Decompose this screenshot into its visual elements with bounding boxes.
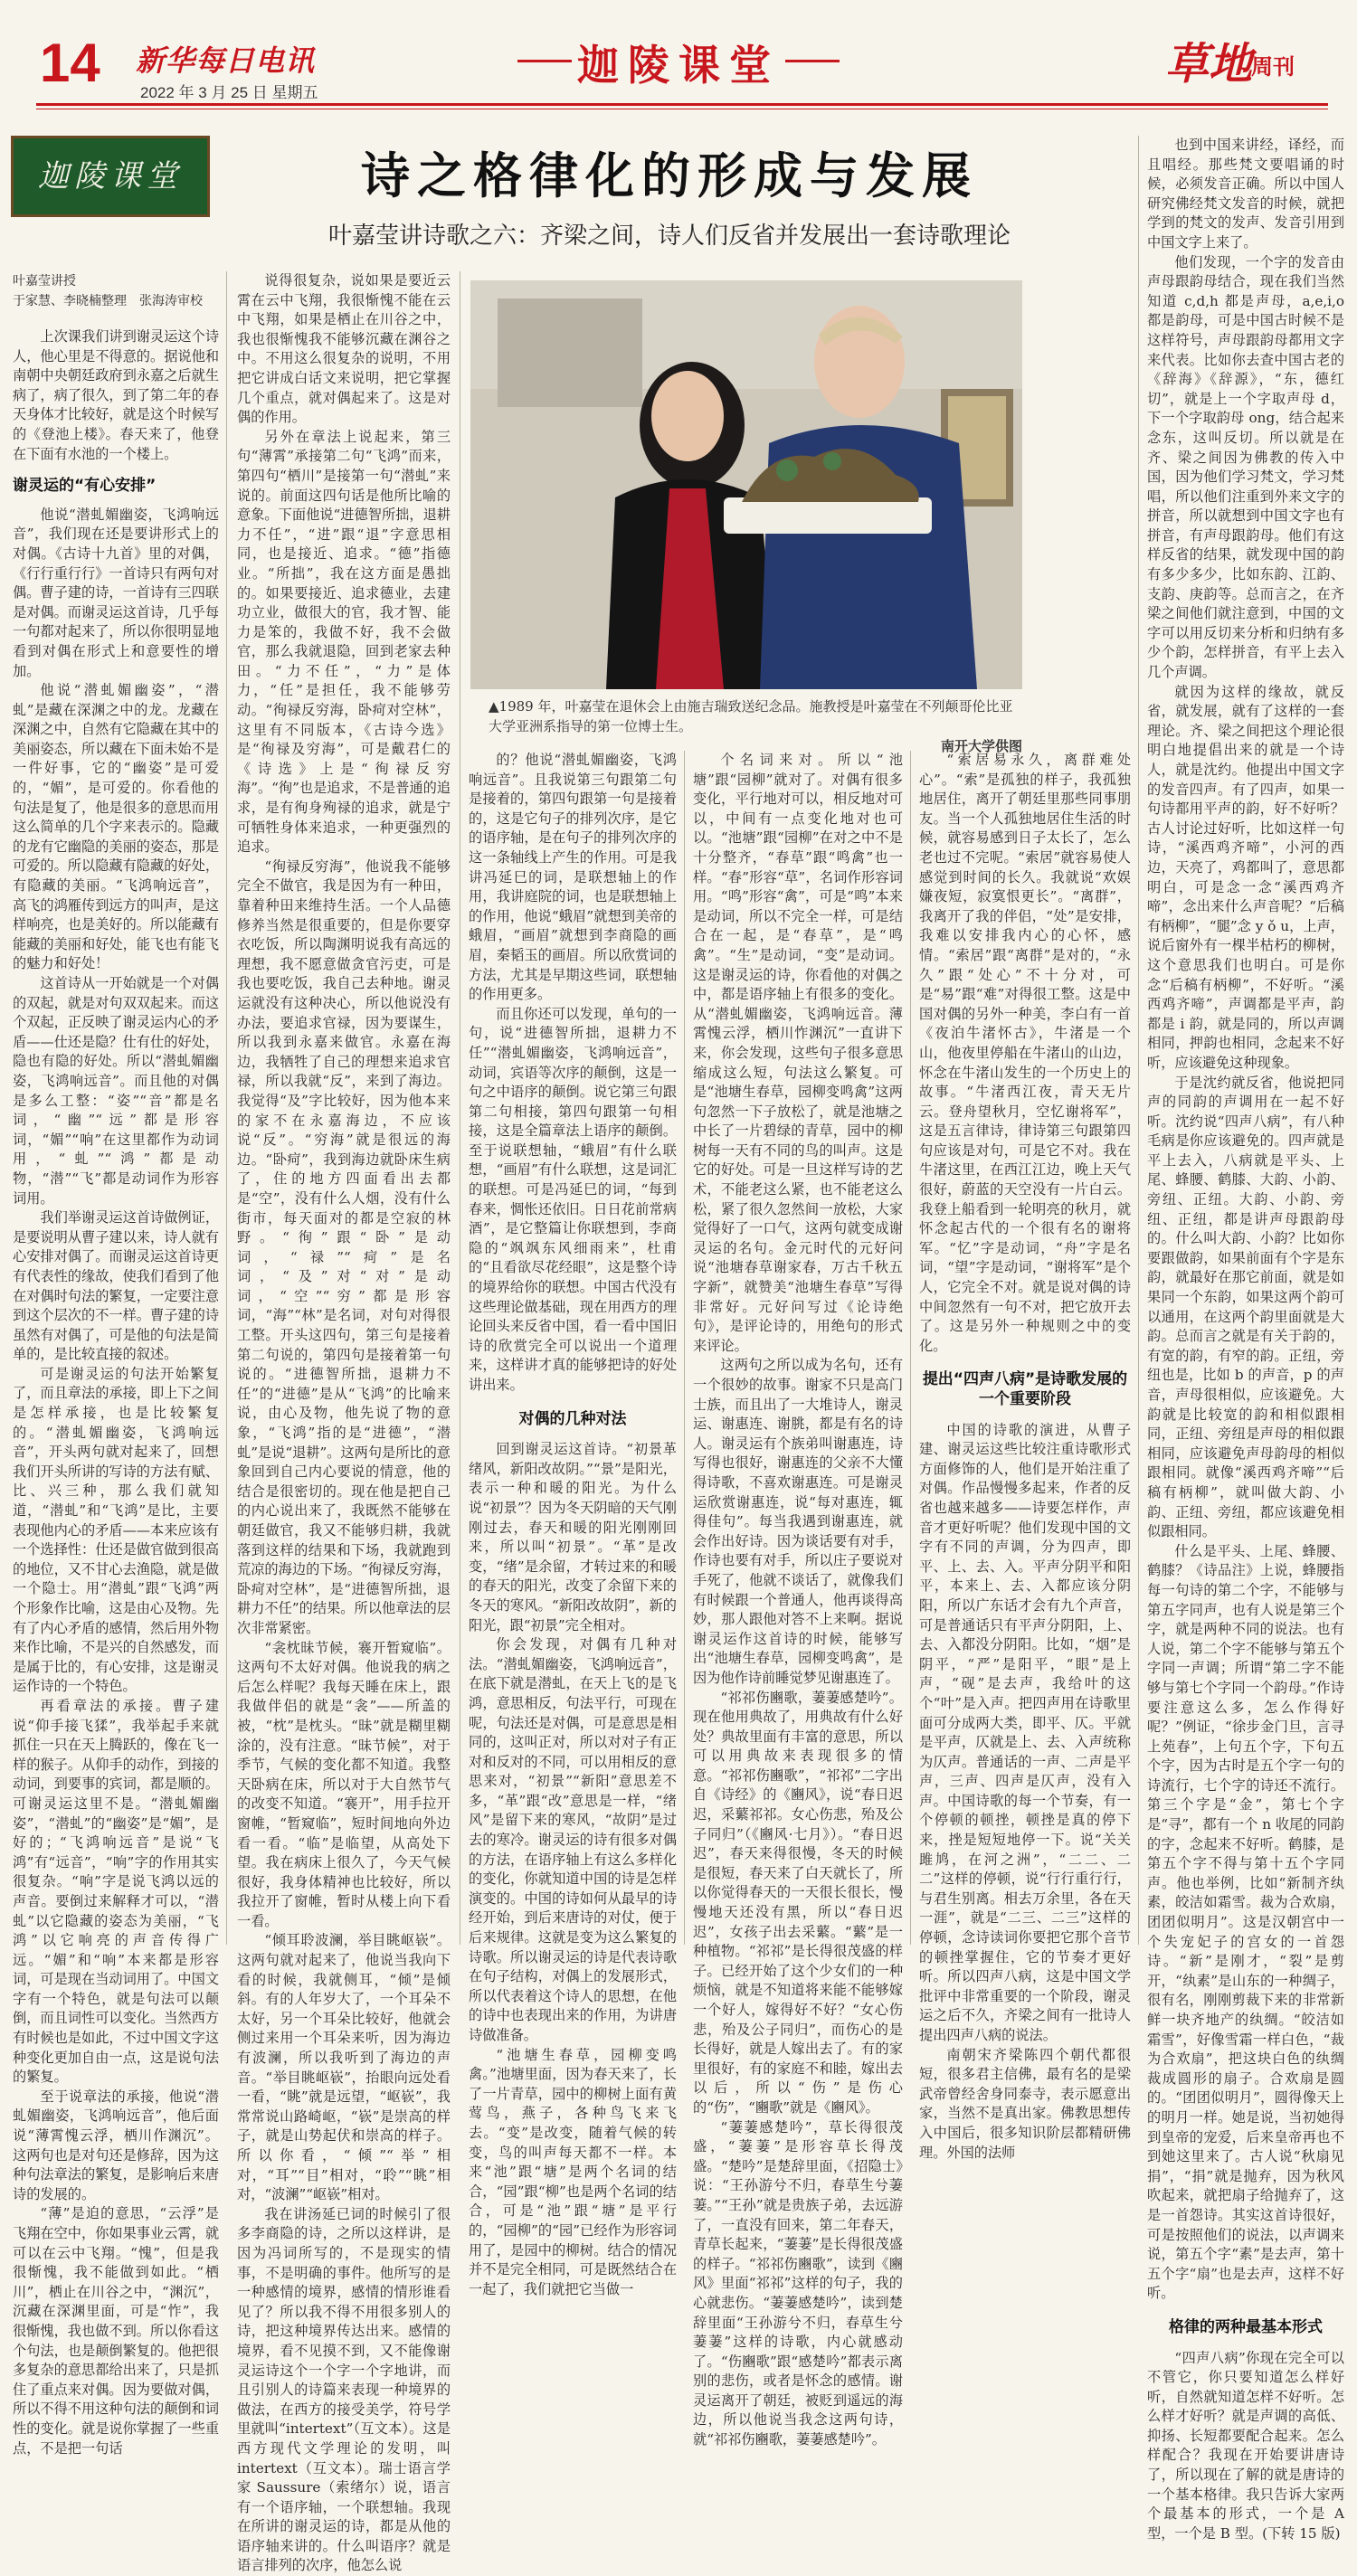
paragraph: 再看章法的承接。曹子建说“仰手接飞猱”，我举起手来就抓住一只在天上腾跃的，像在飞一样的猴子。从仰手的动作，到接的动词，到要事的宾词，都是顺的。可谢灵运这里不是。“潜虬媚幽姿”，“潜虬”的“幽姿”是“媚”，是好的；“飞鸿响远音”是说“飞鸿”有“远音”，“响”字的作用其实很复杂。“响”字是说飞鸿以远的声音。要倒过来解释才可以，“潜虬”以它隐藏的姿态为美丽，“飞鸿”以它响亮的声音传得广远。“媚”和“响”本来都是形容词，可是现在当动词用了。中国文字有一个特色，就是句法可以颠倒，而且词性可以变化。当然西方有时候也是如此，不过中国文字这种变化更加自由一点，这是说句法的繁复。 [13, 1697, 219, 2086]
paragraph: 南朝宋齐梁陈四个朝代都很短，很多君主信佛，最有名的是梁武帝曾经舍身同泰寺，表示愿意出家，当然不是真出家。佛教思想传入中国后，很多知识阶层都精研佛理。外国的法师 [919, 2046, 1131, 2161]
paragraph: 个名词来对。所以“池塘”跟“园柳”就对了。对偶有很多变化，平行地对可以，相反地对可以，中间有一点变化地对也可以。“池塘”跟“园柳”在对之中不是十分整齐，“春草”跟“鸣禽”也一样。“春”形容“草”，名词作形容词用。“鸣”形容“禽”，可是“鸣”本来是动词，所以不完全一样，可是结合在一起，是“春草”，是“鸣禽”。“生”是动词，“变”是动词。这是谢灵运的诗，你看他的对偶之中，都是语序轴上有很多的变化。从“潜虬媚幽姿，飞鸿响远音。薄霄愧云浮，栖川怍渊沉”一直讲下来，你会发现，这些句子很多意思缩成这么短，句法这么繁复。可是“池塘生春草，园柳变鸣禽”这两句忽然一下子放松了，就是池塘之中长了一片碧绿的青草，园中的柳树每一天有不同的鸟的叫声。这是它的好处。可是一旦这样写诗的艺术，不能老这么紧，也不能老这么松，紧了很久忽然间一放松，大家觉得好了一口气，这两句就变成谢灵运的名句。金元时代的元好问说“池塘春草谢家春，万古千秋五字新”，就赞美“池塘生春草”写得非常好。元好问写过《论诗绝句》，是评论诗的，用绝句的形式来评论。 [693, 752, 903, 1354]
banner-right-rule [785, 60, 840, 62]
article-subheadline: 叶嘉莹讲诗歌之六：齐梁之间，诗人们反省并发展出一套诗歌理论 [327, 223, 1011, 250]
paragraph: 于是沈约就反省，他说把同声的同韵的声调用在一起不好听。沈约说“四声八病”，有八种毛病是你应该避免的。四声就是平上去入，八病就是平头、上尾、蜂腰、鹤膝、大韵、小韵、旁纽、正纽。大韵、小韵、旁纽、正纽，都是讲声母跟韵母的。什么叫大韵、小韵？比如你要跟做韵，如果前面有个字是东韵，就最好在那它前面，就是如果同一个东韵，如果这两个韵可以通用，在这两个韵里面就是大韵。总而言之就是有关于韵的，有宽的韵，有窄的韵。正纽，旁纽也是，比如 b 的声音，p 的声音，声母很相似，应该避免。大韵就是比较宽的韵和相似跟相同，正纽、旁纽是声母的相似跟相同，应该避免声母韵母的相似跟相同。就像“溪西鸡齐啼”“后稿有柄柳”，就叫做大韵、小韵、正纽、旁纽，都应该避免相似跟相同。 [1147, 1074, 1344, 1540]
article-headline: 诗之格律化的形成与发展 [361, 147, 978, 204]
paragraph: “徇禄反穷海”，他说我不能够完全不做官，我是因为有一种田，靠着种田来维持生活。一个人品德修养当然是很重要的，但是你要穿衣吃饭，所以陶渊明说我有高远的理想，我不愿意做贪官污吏，可是我也要吃饭，我自己去种地。谢灵运就没有这种决心，所以他说没有办法，要追求官禄，因为要谋生，所以我到永嘉来做官。永嘉在海边，我牺牲了自己的理想来追求官禄，所以我就“反”，来到了海边。我觉得“及”字比较好，因为他本来的家不在永嘉海边，不应该说“反”。“穷海”就是很远的海边。“卧疴”，我到海边就卧床生病了，住的地方四面看出去都是“空”，没有什么人烟，没有什么街市，每天面对的都是空寂的林野。“徇”跟“卧”是动词，“禄”“疴”是名词，“及”对“对”是动词，“空”“穷”都是形容词，“海”“林”是名词，对句对得很工整。开头这四句，第三句是接着第二句说的，第四句是接着第一句说的。“进德智所拙，退耕力不任”的“进德”是从“飞鸿”的比喻来说，由心及物，他先说了物的意象，“飞鸿”指的是“进德”，“潜虬”是说“退耕”。这两句是所比的意象回到自己内心要说的情意，他的结合是很密切的。现在他是把自己的内心说出来了，我既然不能够在朝廷做官，我又不能够归耕，我就落到这样的结果和下场，我就跑到荒凉的海边的下场。“徇禄反穷海，卧疴对空林”，是“进德智所拙，退耕力不任”的结果。所以他章法的层次非常紧密。 [237, 857, 451, 1636]
issue-date: 2022 年 3 月 25 日 星期五 [140, 84, 318, 101]
section-heading: 格律的两种最基本形式 [1169, 2317, 1323, 2336]
paragraph: 的？他说“潜虬媚幽姿，飞鸿响远音”。且我说第三句跟第二句是接着的，第四句跟第一句是接着的，这是它句子的排列次序，是它的语序轴，是在句子的排列次序的这一条轴线上产生的作用。可是我讲冯延巳的词，是联想轴上的作用，我讲庭院的词，也是联想轴上的作用，他说“蛾眉”就想到美帝的蛾眉，“画眉”就想到李商隐的画眉，秦韬玉的画眉。所以欣赏词的方法，尤其是早期这些词，联想轴的作用更多。 [469, 752, 677, 1003]
section-heading: 提出“四声八病”是诗歌发展的一个重要阶段 [922, 1370, 1128, 1408]
paragraph: 另外在章法上说起来，第三句“薄霄”承接第二句“飞鸿”而来，第四句“栖川”是接第一句“潜虬”来说的。前面这四句话是他所比喻的意象。下面他说“进德智所拙，退耕力不任”，“进”跟“退”字意思相同，也是接近、追求。“德”指德业。“所拙”，我在这方面是愚拙的。如果要接近、追求德业，去建功立业，做很大的官，我才智、能力是笨的，我做不好，我不会做官，那么我就退隐，回到老家去种田。“力不任”，“力”是体力，“任”是担任，我不能够劳动。“徇禄反穷海，卧疴对空林”，这里有不同版本，《古诗今选》是“徇禄及穷海”，可是戴君仁的《诗选》上是“徇禄反穷海”。“徇”也是追求，不是普通的追求，是有徇身殉禄的追求，就是宁可牺牲身体来追求，一种更强烈的追求。 [237, 428, 451, 856]
paragraph: 这首诗从一开始就是一个对偶的双起，就是对句双双起来。而这个双起，正反映了谢灵运内心的矛盾——仕还是隐？仕有仕的好处，隐也有隐的好处。所以“潜虬媚幽姿，飞鸿响远音”。而且他的对偶是多么工整：“姿”“音”都是名词，“幽”“远”都是形容词，“媚”“响”在这里都作为动词用，“虬”“鸿”都是动物，“潜”“飞”都是动词作为形容词用。 [13, 975, 219, 1207]
photo-caption-text: ▲1989 年，叶嘉莹在退休会上由施吉瑞致送纪念品。施教授是叶嘉莹在不列颠哥伦比亚大学亚洲系指导的第一位博士生。 [489, 698, 1013, 734]
paragraph: “薄”是迫的意思，“云浮”是飞翔在空中，你如果事业云霄，就可以在云中飞翔。“愧”，但是我很惭愧，我不能做到如此。“栖川”，栖止在川谷之中，“渊沉”，沉藏在深渊里面，可是“怍”，我很惭愧，我也做不到。所以你看这个句法，也是颠倒繁复的。他把很多复杂的意思都给出来了，只是抓住了重点来对偶。因为要做对偶，所以不得不用这种句法的颠倒和词性的变化。就是说你掌握了一些重点，不是把一句话 [13, 2205, 219, 2457]
column-1 [13, 271, 219, 2457]
paragraph: 可是谢灵运的句法开始繁复了，而且章法的承接，即上下之间是怎样承接，也是比较繁复的。“潜虬媚幽姿，飞鸿响远音”，开头两句就对起来了，回想我们开头所讲的写诗的方法有赋、比、兴三种，那么我们就知道，“潜虬”和“飞鸿”是比，主要表现他内心的矛盾——本来应该有一个选择性：仕还是做官做到很高的地位，又不甘心去渔隐，就是做一个隐士。用“潜虬”跟“飞鸿”两个形象作比喻，这是由心及物。先有了内心矛盾的感情，然后用外物来作比喻，不是兴的自然感发，而是属于比的，有心安排，这是谢灵运作诗的一个特色。 [13, 1365, 219, 1695]
paragraph: 中国的诗歌的演进，从曹子建、谢灵运这些比较注重诗歌形式方面修饰的人，他们是开始注重了对偶。作品慢慢多起来，作者的反省也越来越多——诗要怎样作，声音才更好听呢？他们发现中国的文字有不同的声调，分为四声，即平、上、去、入。平声分阴平和阳平，本来上、去、入都应该分阴阳，所以广东话才会有九个声音，可是普通话只有平声分阴阳，上、去、入都没分阴阳。比如，“烟”是阴平，“严”是阳平，“眼”是上声，“砚”是去声，我给叶的这个“叶”是入声。把四声用在诗歌里面可分成两大类，即平、仄。平就是平声，仄就是上、去、入声统称为仄声。普通话的一声、二声是平声，三声、四声是仄声，没有入声。中国诗歌的每一个节奏，有一个停顿的顿挫，顿挫是真的停下来，挫是短短地停一下。说“关关雎鸠，在河之洲”，“二二、二二”这样的停顿，说“行行重行行，与君生别离。相去万余里，各在天一涯”，就是“二三、二三”这样的停顿，念诗读词你要把它那个音节的顿挫掌握住，它的节奏才更好听。所以四声八病，这是中国文学批评中非常重要的一个阶段，谢灵运之后不久，齐梁之间有一批诗人提出四声八病的说法。 [919, 1421, 1131, 2043]
column-6 [1147, 136, 1344, 2542]
photo-caption [489, 696, 1022, 756]
section-title: 迦陵课堂 [577, 41, 780, 90]
paragraph: “萋萋感楚吟”，草长得很茂盛，“萋萋”是形容草长得茂盛。“楚吟”是楚辞里面，《招隐士》说：“王孙游兮不归，春草生兮萋萋。”“王孙”就是贵族子弟，去远游了，一直没有回来，第二年春天，青草长起来，“萋萋”是长得很茂盛的样子。“祁祁伤豳歌”，读到《豳风》里面“祁祁”这样的句子，我的心就悲伤。“萋萋感楚吟”，读到楚辞里面“王孙游兮不归，春草生兮萋萋”这样的诗歌，内心就感动了。“伤豳歌”跟“感楚吟”都表示离别的悲伤，或者是怀念的感情。谢灵运离开了朝廷，被贬到遥远的海边，所以他说当我念这两句诗，就“祁祁伤豳歌，萋萋感楚吟”。 [693, 2118, 903, 2448]
paragraph: 至于说章法的承接，他说“潜虬媚幽姿，飞鸿响远音”，他后面说“薄霄愧云浮，栖川作渊沉”。这两句也是对句还是修辞，因为这种句法章法的繁复，是影响后来唐诗的发展的。 [13, 2088, 219, 2202]
section-heading: 谢灵运的“有心安排” [13, 477, 157, 496]
column-logo-text: 迦陵课堂 [38, 158, 183, 194]
paragraph: 我们举谢灵运这首诗做例证，是要说明从曹子建以来，诗人就有心安排对偶了。而谢灵运这首诗更有代表性的缘故，使我们看到了他在对偶时句法的繁复，一定要注意到这个层次的不一样。曹子建的诗虽然有对偶了，可是他的句法是简单的，是比较直接的叙述。 [13, 1209, 219, 1363]
paragraph: “倾耳聆波澜，举目眺岖嵚”。这两句就对起来了，他说当我向下看的时候，我就侧耳，“倾”是倾斜。有的人年岁大了，一个耳朵不太好，另一个耳朵比较好，他就会侧过来用一个耳朵来听，因为海边有波澜，所以我听到了海边的声音。“举目眺岖嵚”，抬眼向远处看一看，“眺”就是远望，“岖嵚”，我常常说山路崎岖，“嵚”是崇高的样子，就是山势起伏和崇高的样子。所以你看，“倾”“举”相对，“耳”“目”相对，“聆”“眺”相对，“波澜”“岖嵚”相对。 [237, 1932, 451, 2203]
column-divider [1138, 136, 1139, 1945]
supplement-tag: 周刊 [1251, 53, 1295, 80]
byline-editors: 于家慧、李晓楠整理 张海涛审校 [13, 294, 203, 308]
paragraph: 而且你还可以发现，单句的一句，说“进德智所拙，退耕力不任”“潜虬媚幽姿，飞鸿响远音”，动词，宾语等次序的颠倒，这是一句之中语序的颠倒。说它第三句跟第二句相接，第四句跟第一句相接，这是全篇章法上语序的颠倒。至于说联想轴，“蛾眉”有什么联想，“画眉”有什么联想，这是词汇的联想。可是冯延巳的词，“每到春来，惆怅还依旧。日日花前常病酒”，是它整篇让你联想到，李商隐的“飒飒东风细雨来”，杜甫的“且看欲尽花经眼”，这是整个诗的境界给你的联想。中国古代没有这些理论做基础，现在用西方的理论回头来反省中国，看一看中国旧诗的欣赏完全可以说出一个道理来，这样讲才真的能够把诗的好处讲出来。 [469, 1005, 677, 1393]
paragraph: 回到谢灵运这首诗。“初景革绪风，新阳改故阴。”“景”是阳光，表示一种和暖的阳光。为什么说“初景”？因为冬天阴暗的天气刚刚过去，春天和暖的阳光刚刚回来，所以叫“初景”。“革”是改变，“绪”是余留，才转过来的和暖的春天的阳光，改变了余留下来的冬天的寒风。“新阳改故阴”，新的阳光，跟“初景”完全相对。 [469, 1441, 677, 1634]
column-logo-chalkboard [11, 136, 210, 217]
newspaper-brand: 新华每日电讯 [136, 43, 316, 78]
photo-illustration [470, 280, 1022, 689]
paragraph: “衾枕昧节候，褰开暂窥临”。这两句不太好对偶。他说我的病之后怎么样呢？我每天睡在床上，跟我做伴侣的就是“衾”——所盖的被，“枕”是枕头。“昧”就是糊里糊涂的，没有注意。“昧节候”，对于季节，气候的变化都不知道。我整天卧病在床，所以对于大自然节气的改变不知道。“褰开”，用手拉开窗帷，“暂窥临”，短时间地向外边看一看。“临”是临望，从高处下望。我在病床上很久了，今天气候很好，我身体精神也比较好，所以我拉开了窗帷，暂时从楼上向下看一看。 [237, 1639, 451, 1929]
photo-credit: 南开大学供图 [940, 738, 1022, 754]
header-rule [36, 103, 1328, 106]
paragraph: 这两句之所以成为名句，还有一个很妙的故事。谢家不只是高门士族，而且出了一大堆诗人，谢灵运、谢惠连、谢朓，都是有名的诗人。谢灵运有个族弟叫谢惠连，诗写得也很好，谢惠连的父亲不大懂得诗歌，不喜欢谢惠连。可是谢灵运欣赏谢惠连，说“每对惠连，辄得佳句”。每当我遇到谢惠连，就会作出好诗。因为谈话要有对手，作诗也要有对手，所以庄子要说对手死了，他就不谈话了，就像我们有时候跟一个普通人，他再谈得高妙，那人跟他对答不上来啊。据说谢灵运作这首诗的时候，能够写出“池塘生春草，园柳变鸣禽”，是因为他作诗前睡觉梦见谢惠连了。 [693, 1357, 903, 1686]
section-heading: 对偶的几种对法 [518, 1409, 627, 1428]
column-2 [237, 271, 451, 2574]
paragraph: 他说“潜虬媚幽姿，飞鸿响远音”，我们现在还是要讲形式上的对偶。《古诗十九首》里的对偶，《行行重行行》一首诗只有两句对偶。曹子建的诗，一首诗有三四联是对偶。而谢灵运这首诗，几乎每一句都对起来了，所以你很明显地看到对偶在形式上和意要性的增加。 [13, 506, 219, 679]
byline [13, 271, 219, 311]
paragraph: 上次课我们讲到谢灵运这个诗人，他心里是不得意的。据说他和南朝中央朝廷政府到永嘉之后就生病了，病了很久，到了第二年的春天身体才比较好，就是这个时候写的《登池上楼》。春天来了，他登在下面有水池的一个楼上。 [13, 328, 219, 462]
paragraph: 什么是平头、上尾、蜂腰、鹤膝？《诗品注》上说，蜂腰指每一句诗的第二个字，不能够与第五字同声，也有人说是第三个字，就是两种不同的说法。也有人说，第二个字不能够与第五个字同一声调；所谓“第二字不能够与第七个字同一个韵母。”作诗要注意这么多，怎么作得好呢？”例证，“徐步金门旦，言寻上苑春”，上句五个字，下句五个字，因为古时是五个字一句的诗流行，七个字的诗还不流行。第三个字是“金”，第七个字是“寻”，都有一个 n 收尾的同韵的字，念起来不好听。鹤膝，是第五个字不得与第十五个字同声。他也举例，比如“新制齐纨素，皎洁如霜雪。裁为合欢扇，团团似明月”。这是汉朝宫中一个失宠妃子的宫女的一首怨诗。“新”是刚才，“裂”是剪开，“纨素”是山东的一种绸子，很有名，刚刚剪裁下来的非常新鲜一块齐地产的纨绸。“皎洁如霜雪”，好像雪霜一样白色，“裁为合欢扇”，把这块白色的纨绸裁成圆形的扇子。合欢扇是圆的。“团团似明月”，圆得像天上的明月一样。她是说，当初她得到皇帝的宠爱，后来皇帝再也不到她这里来了。古人说“秋扇见捐”，“捐”就是抛弃，因为秋风吹起来，就把扇子给抛弃了，这是一首怨诗。其实这首诗很好，可是按照他们的说法，以声调来说，第五个字“素”是去声，第十五个字“扇”也是去声，这样不好听。 [1147, 1542, 1344, 2302]
paragraph: 你会发现，对偶有几种对法。“潜虬媚幽姿，飞鸿响远音”，在底下就是潜虬，在天上飞的是飞鸿，意思相反，句法平行，可现在呢，句法还是对偶，可是意思是相同的，这叫正对，所以对对子有正对和反对的不同，可以用相反的意思来对，“初景”“新阳”意思差不多，“革”跟“改”意思是一样，“绪风”是留下来的寒风，“故阴”是过去的寒冷。谢灵运的诗有很多对偶的方法，在语序轴上有这么多样化的变化，你就知道中国的诗是怎样演变的。中国的诗如何从最早的诗经开始，到后来唐诗的对仗，便于后来规律。这就是变为这么繁复的诗歌。所以谢灵运的诗是代表诗歌在句子结构，对偶上的发展形式，所以代表着这个诗人的思想，在他的诗中也表现出来的作用，为讲唐诗做准备。 [469, 1636, 677, 2043]
column-5 [919, 751, 1131, 2161]
paragraph: “池塘生春草，园柳变鸣禽。”池塘里面，因为春天来了，长了一片青草，园中的柳树上面有黄莺鸟，燕子，各种鸟飞来飞去。“变”是改变，随着气候的转变，鸟的叫声每天都不一样。本来“池”跟“塘”是两个名词的结合，“园”跟“柳”也是两个名词的结合，可是“池”跟“塘”是平行的，“园柳”的“园”已经作为形容词用了，是园中的柳树。结合的情况并不是完全相同，可是既然结合在一起了，我们就把它当做一 [469, 2046, 677, 2297]
paragraph: 说得很复杂，说如果是要近云霄在云中飞翔，我很惭愧不能在云中飞翔，如果是栖止在川谷之中，我也很惭愧我不能够沉藏在渊谷之中。不用这么很复杂的说明，不用把它讲成白话文来说明，把它掌握几个重点，就对偶起来了。这是对偶的作用。 [237, 272, 451, 426]
article-photo [470, 280, 1022, 689]
byline-author: 叶嘉莹讲授 [13, 274, 76, 289]
column-divider [226, 271, 227, 1945]
paragraph: “祁祁伤豳歌，萋萋感楚吟”。现在他用典故了，用典故有什么好处？典故里面有丰富的意思，所以可以用典故来表现很多的情意。“祁祁伤豳歌”，“祁祁”二字出自《诗经》的《豳风》，说“春日迟迟，采蘩祁祁。女心伤悲，殆及公子同归”（《豳风·七月》）。“春日迟迟”，春天来得很慢，冬天的时候是很短，春天来了白天就长了，所以你觉得春天的一天很长很长，慢慢地天还没有黑，所以“春日迟迟”，女孩子出去采蘩。“蘩”是一种植物。“祁祁”是长得很茂盛的样子。已经开始了这个少女们的一种烦恼，就是不知道将来能不能够嫁一个好人，嫁得好不好？“女心伤悲，殆及公子同归”，而伤心的是长得好，就是人嫁出去了。有的家里很好，有的家庭不和睦，嫁出去以后，所以“伤”是伤心的“伤”，“豳歌”就是《豳风》。 [693, 1689, 903, 2116]
page-number: 14 [40, 33, 100, 93]
column-3 [469, 751, 677, 2297]
paragraph: 就因为这样的缘故，就反省，就发展，就有了这样的一套理论。齐、梁之间把这个理论很明白地提倡出来的就是一个诗人，就是沈约。他提出中国文字的发音四声。有了四声，如果一句诗都用平声的韵，好不好听？古人讨论过好听，比如这样一句诗，“溪西鸡齐啼”，小河的西边，天亮了，鸡都叫了，意思都明白，可是念一念“溪西鸡齐啼”，念出来什么声音呢？“后稿有柄柳”，“腿”念 y ǒ u，上声，说后窗外有一棵半枯朽的柳树，这个意思我们也明白。可是你念“后稿有柄柳”，不好听。“溪西鸡齐啼”，声调都是平声，韵都是 i 韵，就是同的，所以声调相同，押韵也相同，念起来不好听，应该避免这种现象。 [1147, 683, 1344, 1071]
paragraph: 他们发现，一个字的发音由声母跟韵母结合，现在我们当然知道 c,d,h 都是声母，a,e,i,o 都是韵母，可是中国古时候不是这样符号，声母跟韵母都用文字来代表。比如你去查中国古老的《辞海》《辞源》，“东，德红切”，就是上一个字取声母 d，下一个字取韵母 ong，结合起来念东，这叫反切。所以就是在齐、梁之间因为佛教的传入中国，因为他们学习梵文，学习梵唱，所以他们注重到外来文字的拼音，所以就想到中国文字也有拼音，有声母跟韵母。他们有这样反省的结果，就发现中国的韵有多少多少，比如东韵、江韵、支韵、庚韵等。总而言之，在齐梁之间他们就注意到，中国的文字可以用反切来分析和归纳有多少个韵，怎样拼音，有平上去入几个声调。 [1147, 253, 1344, 681]
paragraph: 他说“潜虬媚幽姿”，“潜虬”是藏在深渊之中的龙。龙藏在深渊之中，自然有它隐藏在其中的美丽姿态，所以藏在下面未始不是一件好事，它的“幽姿”是可爱的，“媚”，是可爱的。你看他的句法是复了，他是很多的意思而用这么简单的几个字来表示的。隐藏的龙有它幽隐的美丽的姿态，那是可爱的。所以隐藏有隐藏的好处，有隐藏的美丽。“飞鸿响远音”，高飞的鸿雁传到远方的叫声，是这样响亮，也是美好的。所以能藏有能藏的美丽和好处，能飞也有能飞的魅力和好处！ [13, 682, 219, 972]
paragraph: 也到中国来讲经，译经，而且唱经。那些梵文要唱诵的时候，必须发音正确。所以中国人研究佛经梵文发音的时候，就把学到的梵文的发声、发音引用到中国文字上来了。 [1147, 137, 1344, 251]
column-4 [693, 751, 903, 2448]
column-divider [684, 751, 685, 1945]
paragraph: “四声八病”你现在完全可以不管它，你只要知道怎么样好听，自然就知道怎样不好听。怎么样才好听？就是声调的高低、抑扬、长短都要配合起来。怎么样配合？我现在开始要讲唐诗了，所以现在了解的就是唐诗的一个基本格律。我只告诉大家两个最基本的形式，一个是 A 型，一个是 B 型。(下转 15 版) [1147, 2349, 1344, 2542]
paragraph: 我在讲汤延已词的时候引了很多李商隐的诗，之所以这样讲，是因为冯词所写的，不是现实的情事，不是明确的事件。他所写的是一种感情的境界，感情的情形谁看见了？所以我不得不用很多别人的诗，把这种境界传达出来。感情的境界，看不见摸不到，又不能像谢灵运诗这个一个字一个字地讲，而且引别人的诗篇来表现一种境界的做法，在西方的接受美学，符号学里就叫“intertext”（互文本）。这是西方现代文学理论的发明，叫 intertext（互文本）。瑞士语言学家 Saussure（索绪尔）说，语言有一个语序轴，一个联想轴。我现在所讲的谢灵运的诗，都是从他的语序轴来讲的。什么叫语序？就是语言排列的次序，他怎么说 [237, 2205, 451, 2574]
section-banner [527, 27, 830, 92]
supplement-brand: 草地 [1165, 39, 1253, 90]
paragraph: “索居易永久，离群难处心”。“索”是孤独的样子，我孤独地居住，离开了朝廷里那些同事朋友。当一个人孤独地居住生活的时候，就容易感到日子太长了，怎么老也过不完呢。“索居”就容易使人感觉到时间的长久。我就说“欢娱嫌夜短，寂寞恨更长”。“离群”，我离开了我的伴侣，“处”是安排，我难以安排我内心的心怀，感情。“索居”跟“离群”是对的，“永久”跟“处心”不十分对，可是“易”跟“难”对得很工整。这是中国对偶的另外一种美，李白有一首《夜泊牛渚怀古》，牛渚是一个山，他夜里停船在牛渚山的山边，怀念在牛渚山发生的一个历史上的故事。“牛渚西江夜，青天无片云。登舟望秋月，空忆谢将军”，这是五言律诗，律诗第三句跟第四句应该是对句，可是它不对。我在牛渚这里，在西江江边，晚上天气很好，蔚蓝的天空没有一片白云。我登上船看到一轮明亮的秋月，就怀念起古代的一个很有名的谢将军。“忆”字是动词，“舟”字是名词，“望”字是动词，“谢将军”是个人，它完全不对。就是说对偶的诗中间忽然有一句不对，把它放开去了。这是另外一种规则之中的变化。 [919, 752, 1131, 1354]
column-divider [910, 751, 911, 1945]
